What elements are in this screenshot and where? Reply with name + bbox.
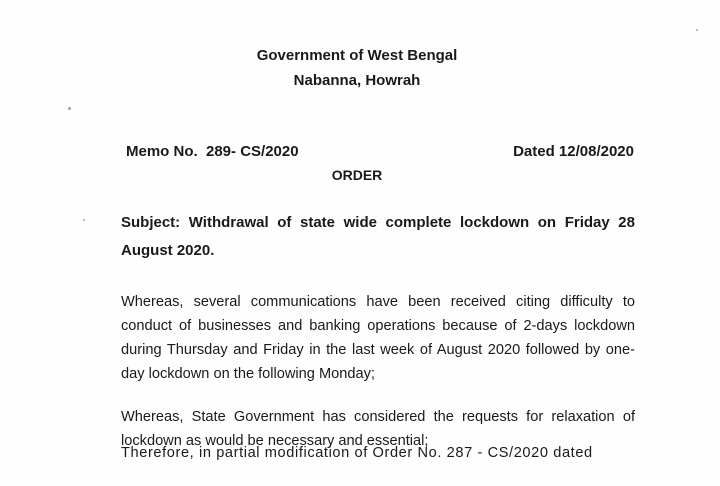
document-header	[0, 43, 714, 93]
scan-speck	[68, 107, 71, 110]
subject-line: Subject: Withdrawal of state wide complete lockdown on Friday 28 August 2020.	[121, 214, 635, 259]
scan-speck	[83, 219, 85, 221]
header-government: Government of West Bengal	[256, 47, 458, 64]
header-address: Nabanna, Howrah	[293, 72, 421, 89]
paragraph-therefore: Therefore, in partial modification of Order No. 287 - CS/2020 dated	[121, 445, 593, 461]
paragraph-relaxation: Whereas, State Government has considered the requests for relaxation of lockdown as would be necessary and essential;	[121, 409, 635, 449]
memo-number: Memo No. 289- CS/2020	[126, 143, 299, 160]
order-title: ORDER	[331, 167, 383, 183]
scan-speck	[696, 29, 698, 31]
memo-date: Dated 12/08/2020	[513, 143, 634, 160]
memo-row	[126, 143, 634, 160]
paragraph-communications: Whereas, several communications have been received citing difficulty to conduct of businesses and banking operations because of 2-days lockdown during Thursday and Friday in the last week of August 2020 followed by one-day lockdown on the following Monday;	[121, 294, 635, 382]
